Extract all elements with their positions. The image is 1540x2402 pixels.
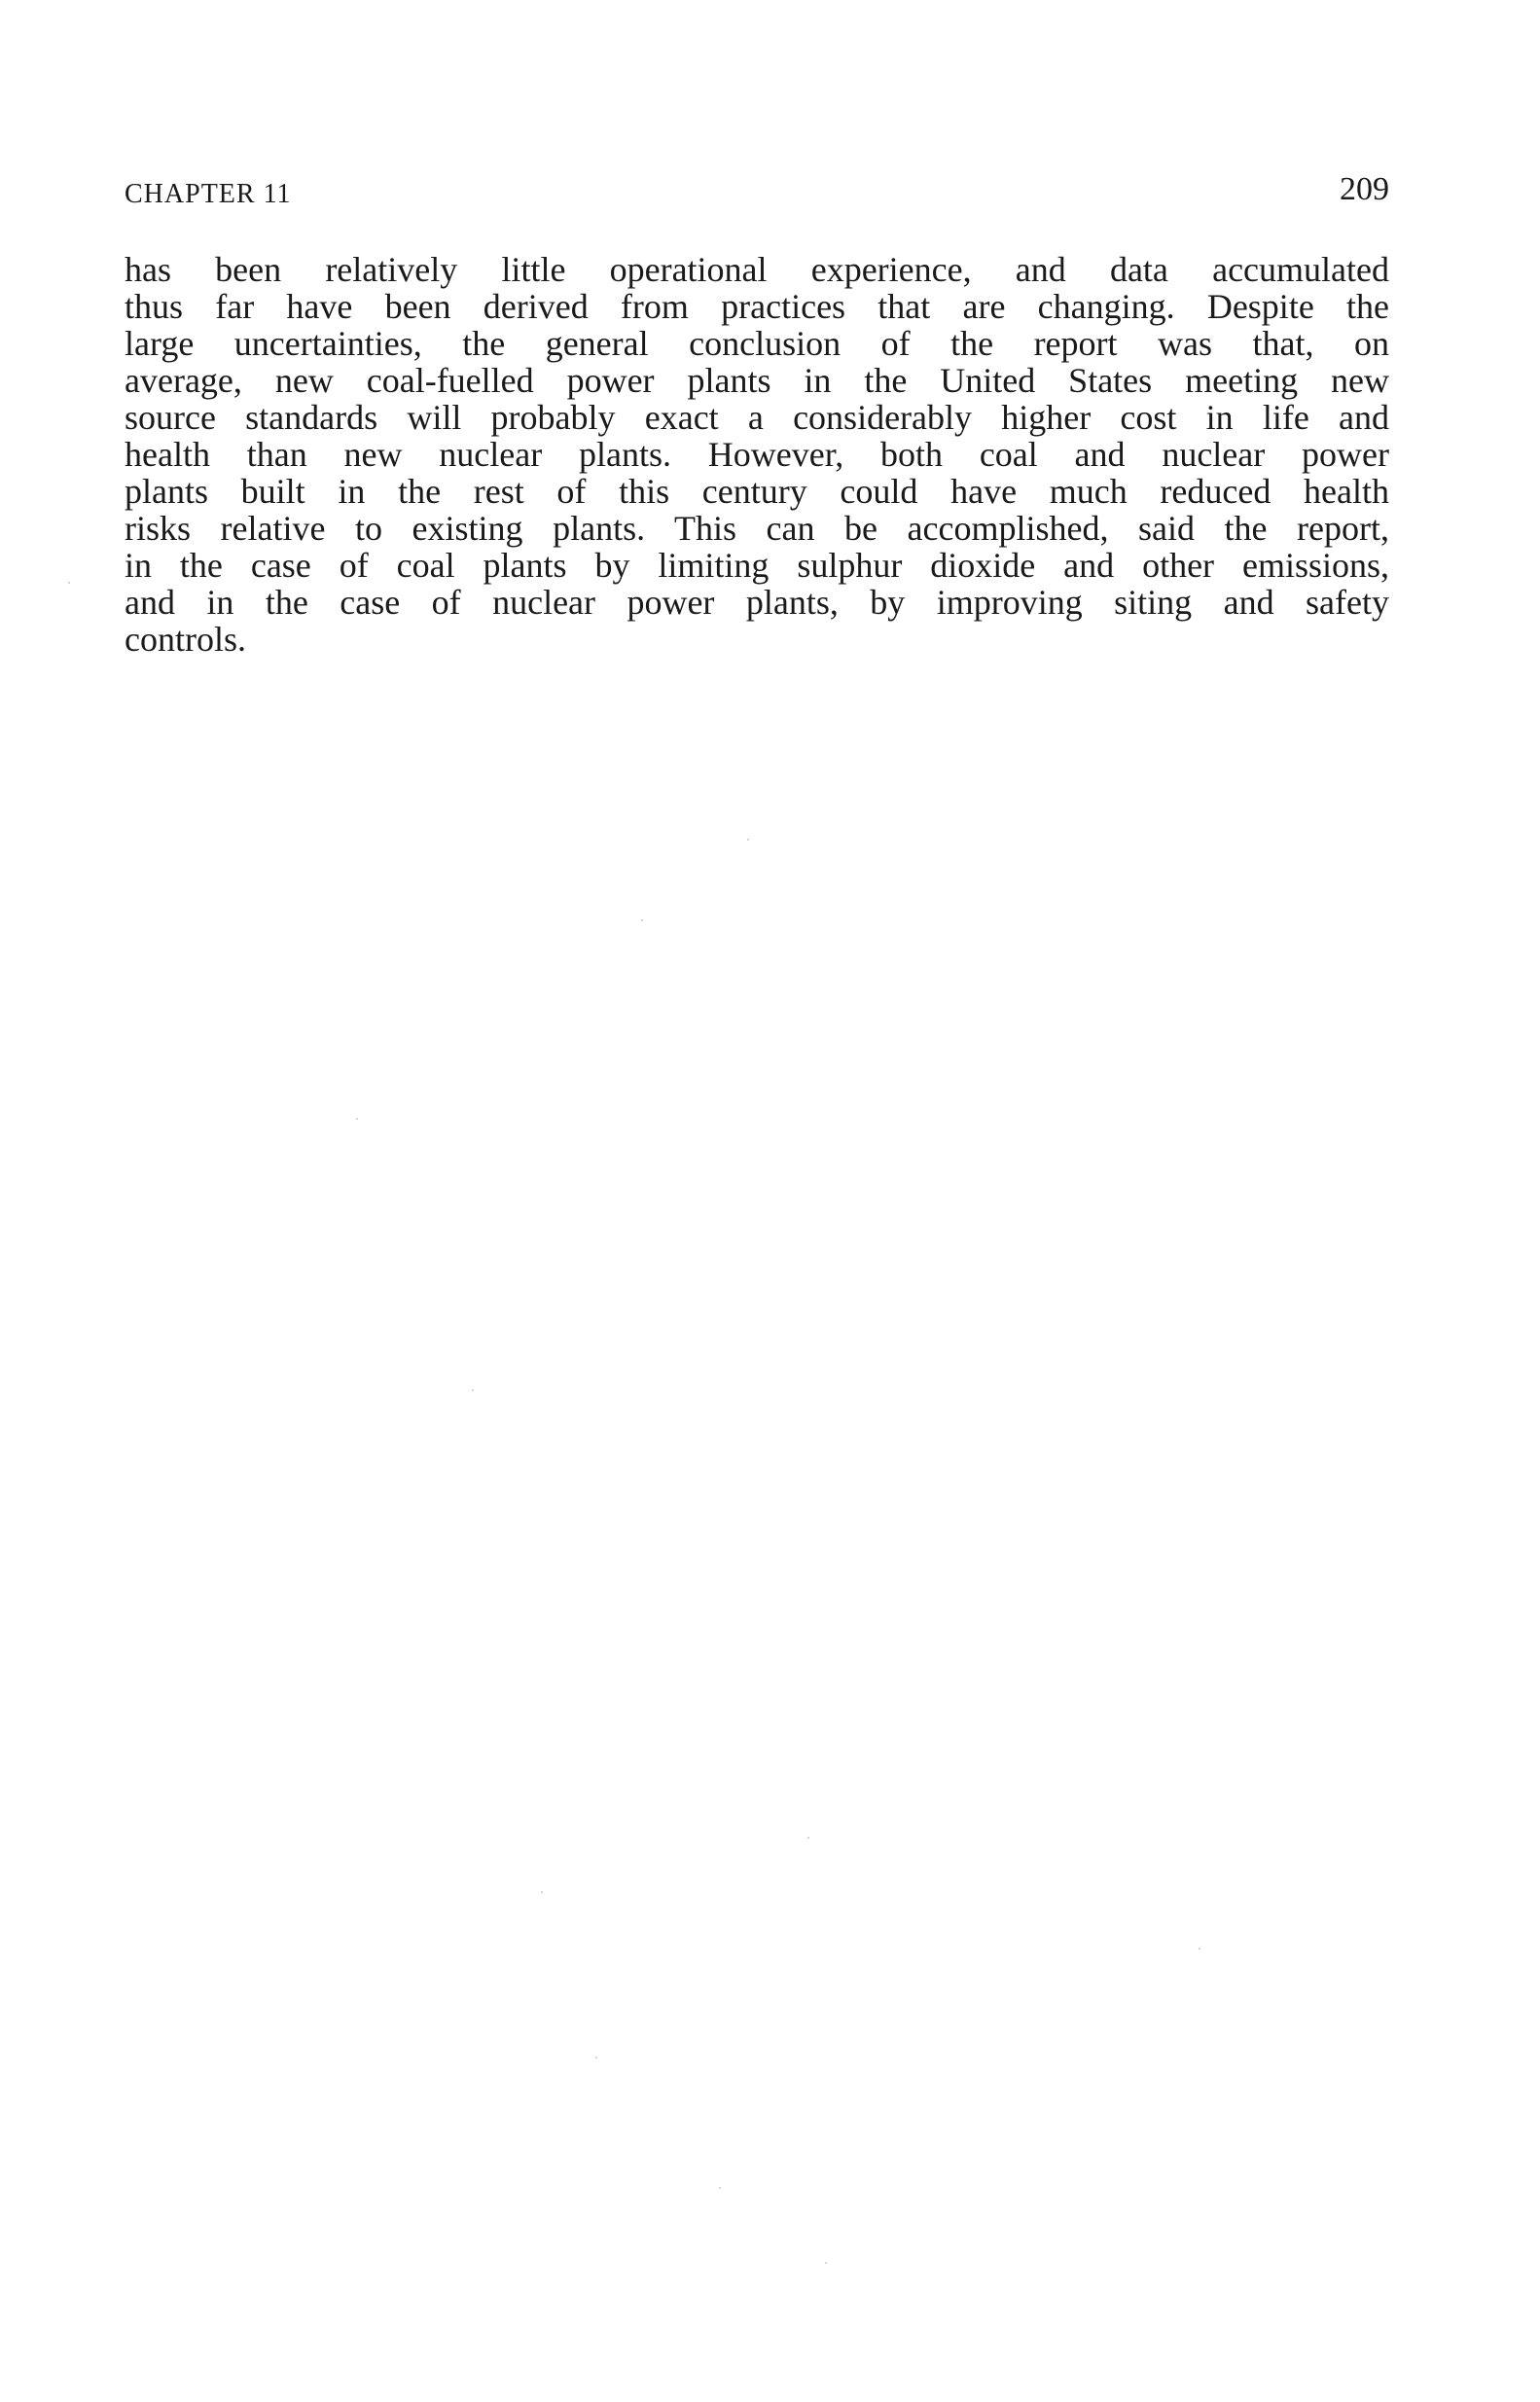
scan-speck (641, 919, 643, 921)
running-head (125, 171, 1389, 210)
scan-speck (807, 1837, 809, 1839)
scan-speck (1199, 1948, 1200, 1950)
scan-speck (825, 2262, 827, 2264)
scan-speck (719, 2187, 721, 2189)
text-line: risks relative to existing plants. This can be accomplished, said the report, (125, 509, 1389, 548)
text-line: thus far have been derived from practices that are changing. Despite the (125, 287, 1389, 326)
scan-speck (747, 839, 749, 841)
text-line: large uncertainties, the general conclusion of the report was that, on (125, 324, 1389, 363)
body-paragraph (125, 251, 1389, 658)
chapter-label: CHAPTER 11 (125, 179, 292, 209)
scan-speck (68, 582, 70, 584)
scan-speck (356, 1118, 358, 1120)
text-line: and in the case of nuclear power plants, by improving siting and safety (125, 583, 1389, 622)
scan-speck (541, 1891, 543, 1893)
text-line: source standards will probably exact a considerably higher cost in life and (125, 398, 1389, 437)
text-line: plants built in the rest of this century could have much reduced health (125, 472, 1389, 511)
text-line: average, new coal-fuelled power plants in the United States meeting new (125, 361, 1389, 400)
text-line: has been relatively little operational experience, and data accumulated (125, 250, 1389, 289)
text-line: health than new nuclear plants. However, both coal and nuclear power (125, 435, 1389, 474)
scan-speck (595, 2057, 597, 2059)
text-line: in the case of coal plants by limiting sulphur dioxide and other emissions, (125, 546, 1389, 585)
page-number: 209 (1340, 171, 1389, 207)
text-line: controls. (125, 620, 246, 659)
scan-speck (472, 1389, 474, 1391)
